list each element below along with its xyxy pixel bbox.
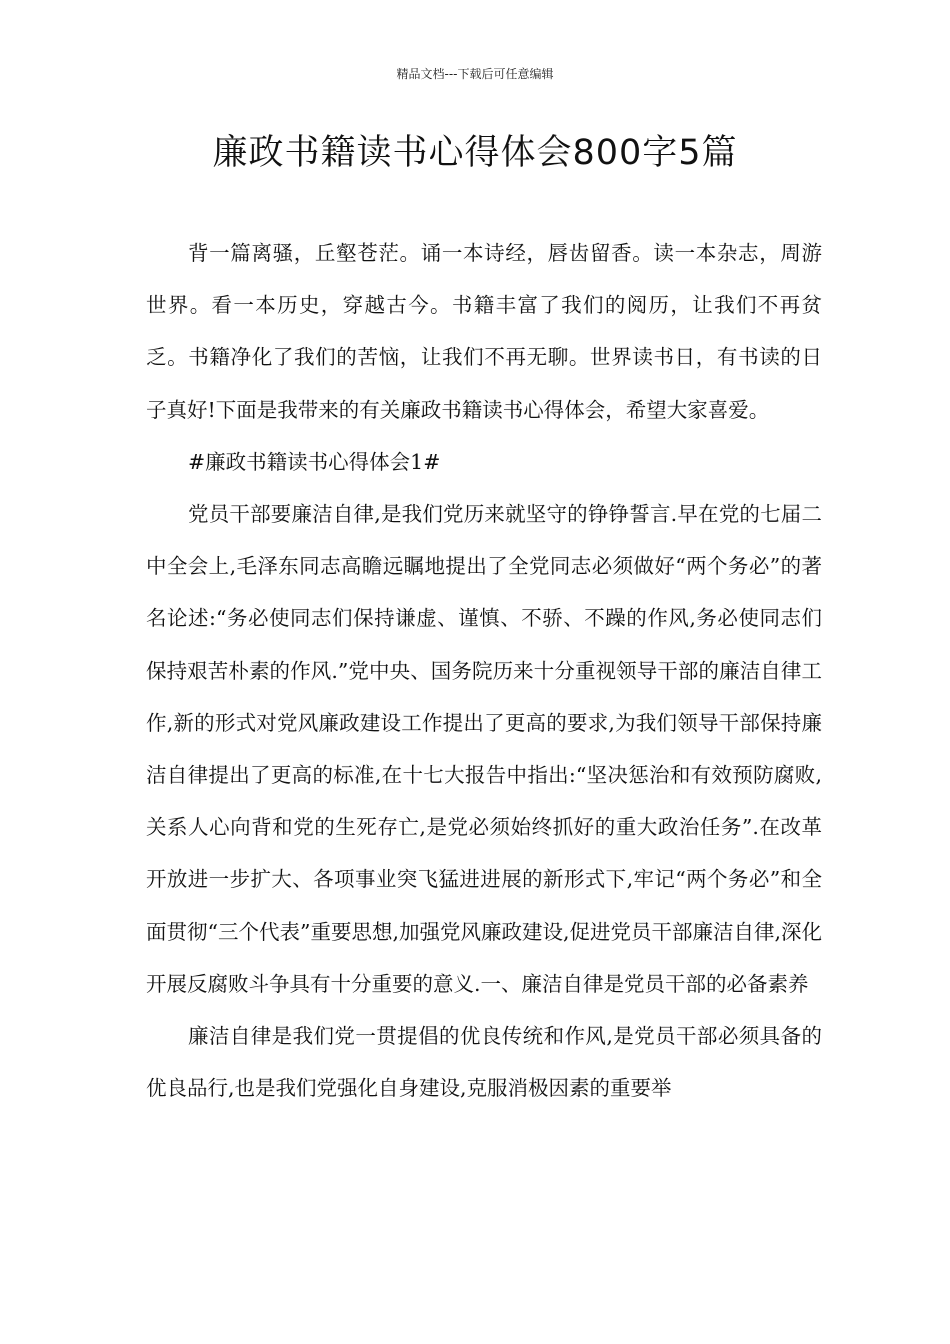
body-paragraph: 廉洁自律是我们党一贯提倡的优良传统和作风,是党员干部必须具备的优良品行,也是我们党强化自身建设,克服消极因素的重要举 [146, 1024, 822, 1101]
intro-paragraph: 背一篇离骚，丘壑苍茫。诵一本诗经，唇齿留香。读一本杂志，周游世界。看一本历史，穿越古今。书籍丰富了我们的阅历，让我们不再贫乏。书籍净化了我们的苦恼，让我们不再无聊。世界读书日，有书读的日子真好!下面是我带来的有关廉政书籍读书心得体会，希望大家喜爱。 [146, 241, 822, 422]
document-body [146, 227, 822, 1114]
header-note: 精品文档---下载后可任意编辑 [396, 67, 554, 81]
body-paragraph: 党员干部要廉洁自律,是我们党历来就坚守的铮铮誓言.早在党的七届二中全会上,毛泽东同志高瞻远瞩地提出了全党同志必须做好“两个务必”的著名论述:“务必使同志们保持谦虚、谨慎、不骄、不躁的作风,务必使同志们保持艰苦朴素的作风.”党中央、国务院历来十分重视领导干部的廉洁自律工作,新的形式对党风廉政建设工作提出了更高的要求,为我们领导干部保持廉洁自律提出了更高的标准,在十七大报告中指出:“坚决惩治和有效预防腐败,关系人心向背和党的生死存亡,是党必须始终抓好的重大政治任务”.在改革开放进一步扩大、各项事业突飞猛进进展的新形式下,牢记“两个务必”和全面贯彻“三个代表”重要思想,加强党风廉政建设,促进党员干部廉洁自律,深化开展反腐败斗争具有十分重要的意义.一、廉洁自律是党员干部的必备素养 [146, 502, 823, 996]
section-heading: #廉政书籍读书心得体会1# [188, 449, 441, 474]
document-title: 廉政书籍读书心得体会800字5篇 [212, 133, 738, 173]
